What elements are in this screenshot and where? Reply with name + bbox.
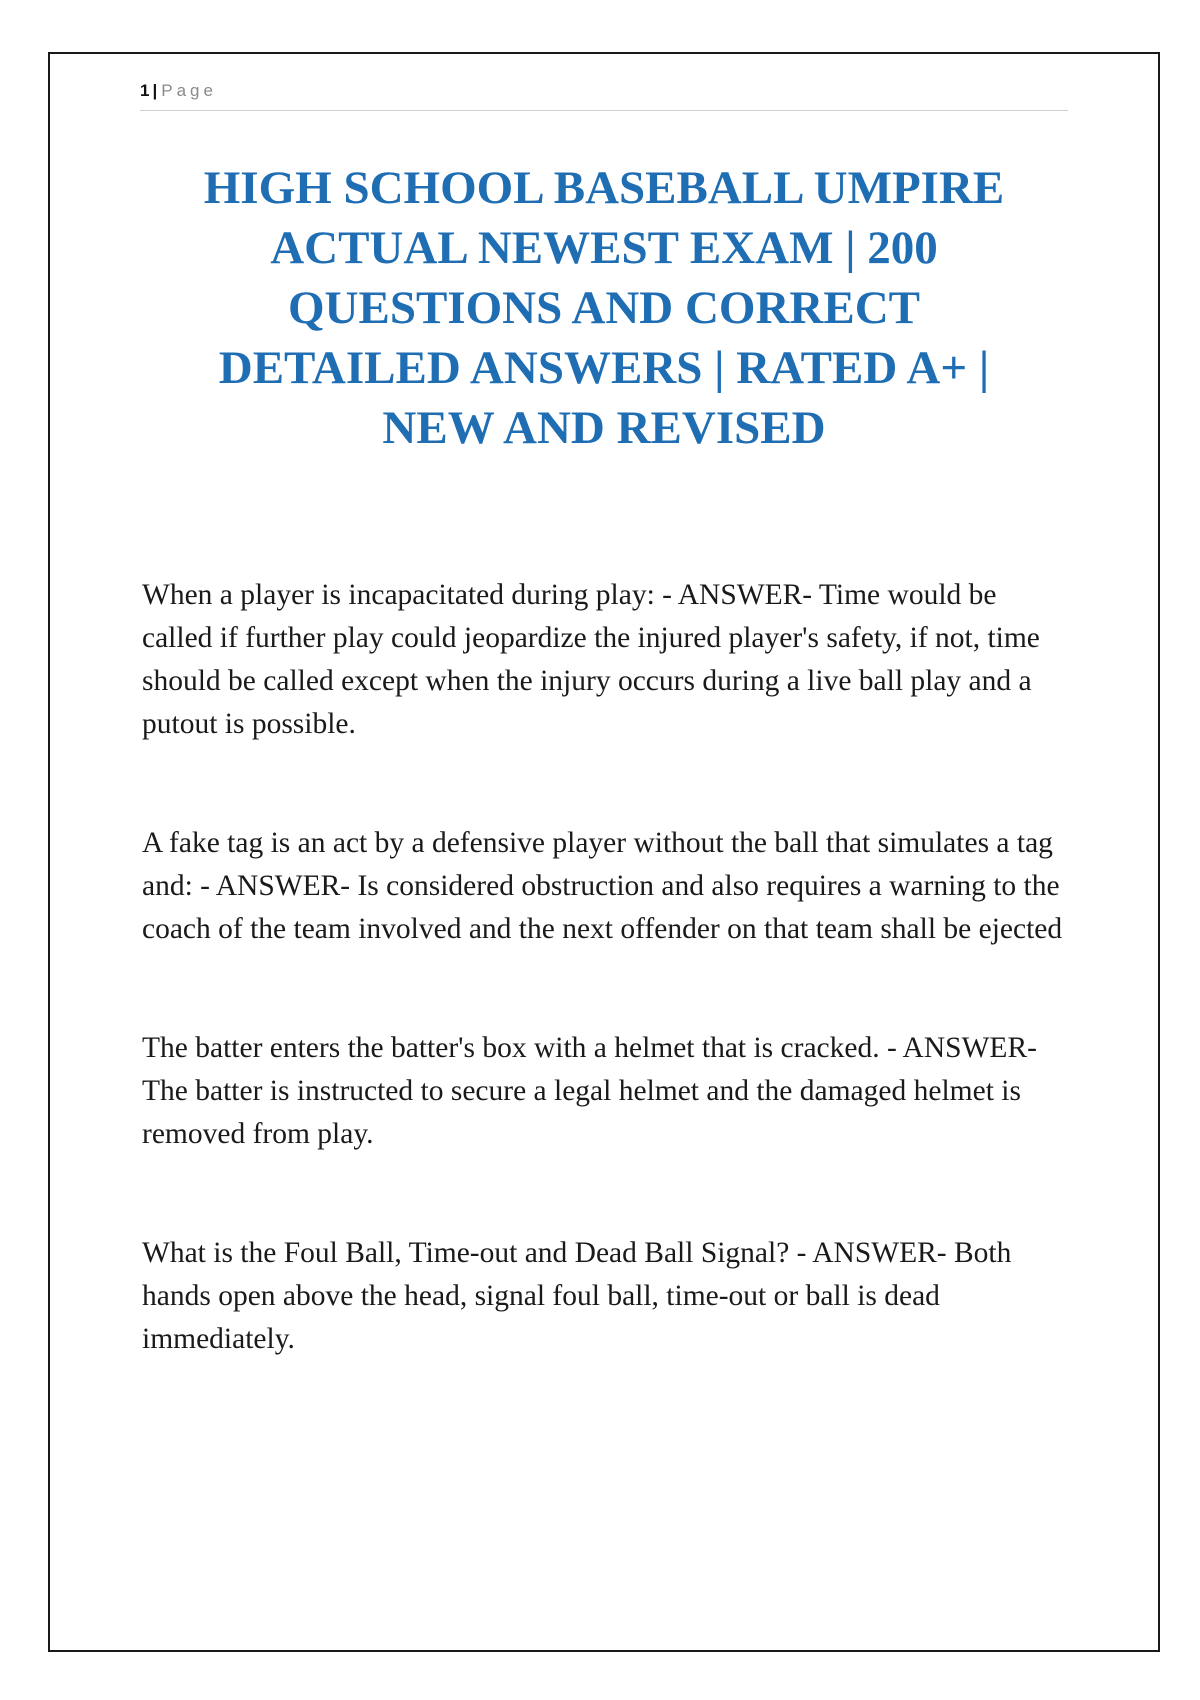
qa-item: The batter enters the batter's box with a helmet that is cracked. - ANSWER- The batter is instructed to secure a legal helmet and the damaged helmet is removed from play. — [142, 1032, 1037, 1150]
page-separator: | — [152, 81, 158, 100]
document-title: HIGH SCHOOL BASEBALL UMPIRE ACTUAL NEWEST EXAM | 200 QUESTIONS AND CORRECT DETAILED ANSWERS | RATED A+ | NEW AND REVISED — [203, 162, 1005, 454]
qa-item: A fake tag is an act by a defensive player without the ball that simulates a tag and: - ANSWER- Is considered obstruction and also requires a warning to the coach of the team involved and the next offender on that team shall be ejected — [142, 827, 1063, 945]
document-page — [48, 52, 1160, 1652]
page-label: Page — [161, 81, 217, 100]
page-header — [140, 80, 1068, 111]
page-number: 1 — [140, 81, 150, 100]
qa-item: What is the Foul Ball, Time-out and Dead Ball Signal? - ANSWER- Both hands open above the head, signal foul ball, time-out or ball is dead immediately. — [142, 1237, 1012, 1355]
qa-item: When a player is incapacitated during play: - ANSWER- Time would be called if further play could jeopardize the injured player's safety, if not, time should be called except when the injury occurs during a live ball play and a putout is possible. — [142, 579, 1040, 740]
qa-list — [142, 574, 1072, 1437]
